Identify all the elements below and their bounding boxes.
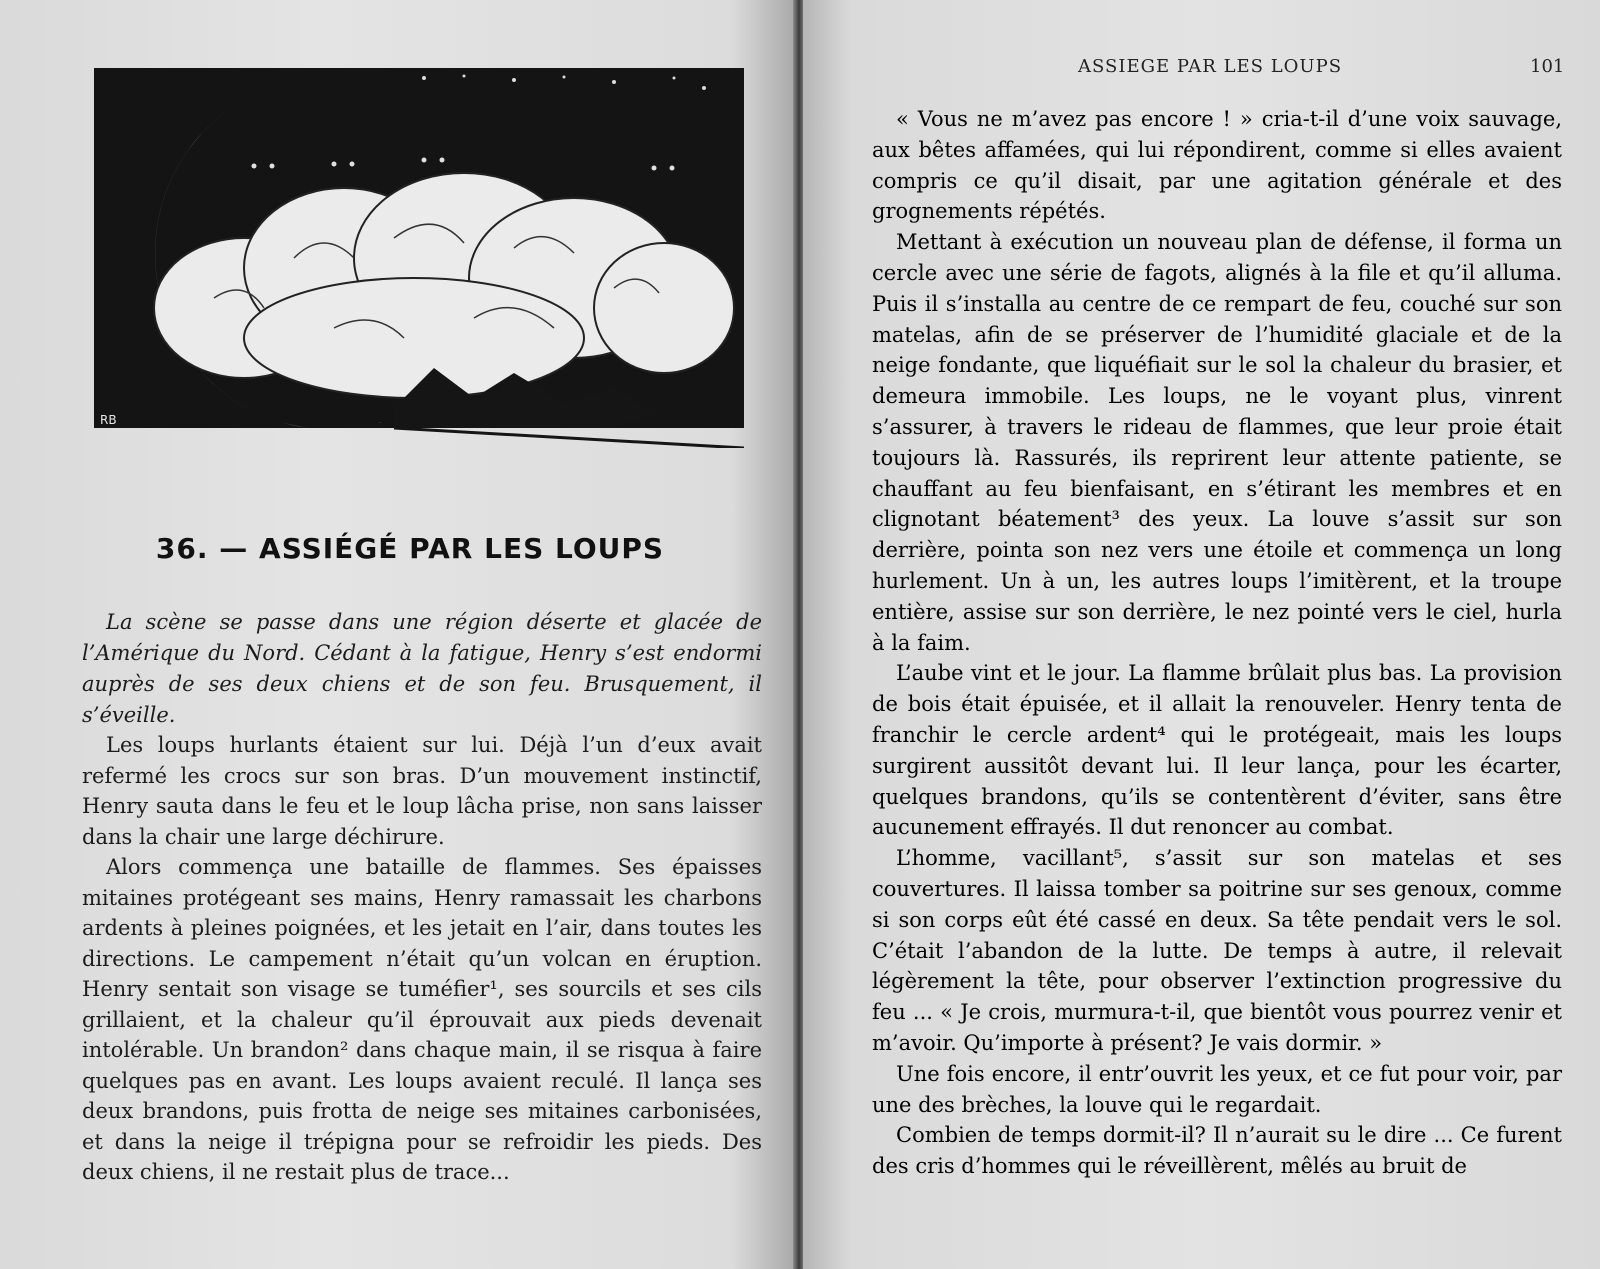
running-head: ASSIEGE PAR LES LOUPS [1078, 56, 1343, 77]
left-page [0, 0, 795, 1269]
paragraph: Une fois encore, il entr’ouvrit les yeux, et ce fut pour voir, par une des brèches, la louve qui le regardait. [872, 1061, 1562, 1117]
paragraph: Alors commença une bataille de flammes. Ses épaisses mitaines protégeant ses mains, Henry ramassait les charbons ardents à pleines poignées, et les jetait en l’air, dans toutes les directions. Le campement n’était qu’un volcan en éruption. Henry sentait son visage se tuméfier¹, ses sourcils et ses cils grillaient, et la chaleur qu’il éprouvait aux pieds devenait intolérable. Un brandon² dans chaque main, il se risqua à faire quelques pas en avant. Les loups avaient reculé. Il lança ses deux brandons, puis frotta de neige ses mitaines carbonisées, et dans la neige il trépigna pour se refroidir les pieds. Des deux chiens, il ne restait plus de trace... [82, 855, 762, 1184]
paragraph: L’homme, vacillant⁵, s’assit sur son matelas et ses couvertures. Il laissa tomber sa poitrine sur ses genoux, comme si son corps eût été cassé en deux. Sa tête pendait vers le sol. C’était l’abandon de la lutte. De temps à autre, il relevait légèrement la tête, pour observer l’extinction progressive du feu ... « Je crois, murmura-t-il, que bientôt vous pourrez venir et m’avoir. Qu’importe à présent? Je vais dormir. » [872, 846, 1562, 1055]
illustration-signature: RB [100, 413, 117, 427]
page-number: 101 [1530, 56, 1565, 77]
chapter-intro: La scène se passe dans une région déserte et glacée de l’Amérique du Nord. Cédant à la fatigue, Henry s’est endormi auprès de ses deux chiens et de son feu. Brusquement, il s’éveille. [82, 610, 762, 727]
right-page-text [872, 104, 1562, 1182]
paragraph: Combien de temps dormit-il? Il n’aurait su le dire ... Ce furent des cris d’hommes qui le réveillèrent, mêlés au bruit de [872, 1123, 1562, 1179]
chapter-title: 36. — ASSIÉGÉ PAR LES LOUPS [155, 532, 665, 565]
left-page-text [82, 730, 762, 1188]
paragraph: L’aube vint et le jour. La flamme brûlait plus bas. La provision de bois était épuisée, et il allait la renouveler. Henry tenta de franchir le cercle ardent⁴ qui le protégeait, mais les loups surgirent aussitôt devant lui. Il leur lança, pour les écarter, quelques brandons, qu’ils se contentèrent d’éviter, sans être aucunement effrayés. Il dut renoncer au combat. [872, 661, 1562, 840]
wolves-fire-illustration [94, 68, 744, 448]
paragraph: Mettant à exécution un nouveau plan de défense, il forma un cercle avec une série de fagots, alignés à la file et qu’il alluma. Puis il s’installa au centre de ce rempart de feu, couché sur son matelas, afin de se préserver de l’humidité glaciale et de la neige fondante, que liquéfiait sur le sol la chaleur du brasier, et demeura immobile. Les loups, ne le voyant plus, vinrent s’assurer, à travers le rideau de flammes, que leur proie était toujours là. Rassurés, ils reprirent leur attente patiente, se chauffant au feu bienfaisant, en s’étirant les membres et en clignotant béatement³ des yeux. La louve s’assit sur son derrière, pointa son nez vers une étoile et commença un long hurlement. Un à un, les autres loups l’imitèrent, et la troupe entière, assise sur son derrière, le nez pointé vers le ciel, hurla à la faim. [872, 230, 1562, 655]
paragraph: « Vous ne m’avez pas encore ! » cria-t-il d’une voix sauvage, aux bêtes affamées, qui lui répondirent, comme si elles avaient compris ce qu’il disait, par une agitation générale et des grognements répétés. [872, 107, 1562, 224]
paragraph: Les loups hurlants étaient sur lui. Déjà l’un d’eux avait refermé les crocs sur son bras. D’un mouvement instinctif, Henry sauta dans le feu et le loup lâcha prise, non sans laisser dans la chair une large déchirure. [82, 733, 762, 849]
